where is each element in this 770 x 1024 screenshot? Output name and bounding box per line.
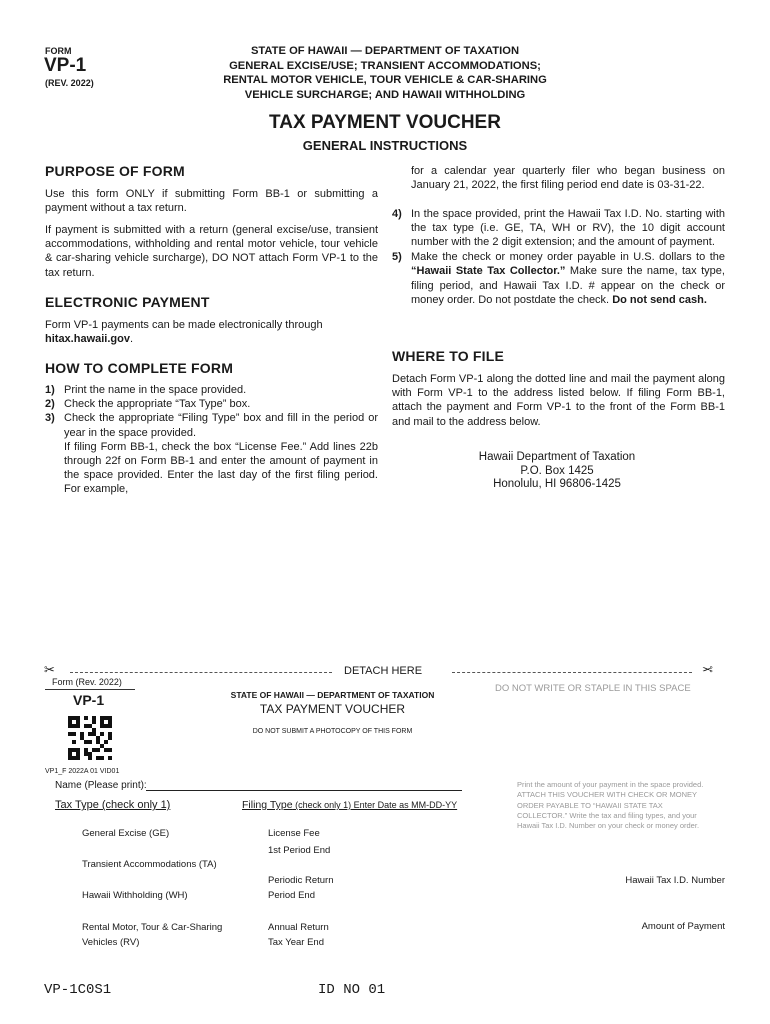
step-number: 1): [45, 384, 55, 396]
address-line: Hawaii Department of Taxation: [478, 451, 636, 463]
header-title-line: RENTAL MOTOR VEHICLE, TOUR VEHICLE & CAR-SHARING: [223, 74, 547, 86]
electronic-heading: ELECTRONIC PAYMENT: [45, 294, 210, 310]
form-number: VP-1: [44, 55, 87, 76]
header-title-block: [185, 44, 585, 102]
tax-type-ge[interactable]: General Excise (GE): [82, 828, 170, 839]
voucher-state-line: STATE OF HAWAII — DEPARTMENT OF TAXATION: [230, 690, 435, 700]
step-text-emphasis: Do not send cash.: [612, 293, 707, 306]
tax-id-field[interactable]: [560, 888, 725, 908]
filing-type-date-label: Tax Year End: [268, 937, 324, 948]
amount-label: Amount of Payment: [641, 921, 725, 932]
filing-type-option: Annual Return: [268, 922, 329, 933]
filing-type-note: (check only 1) Enter Date as MM-DD-YY: [292, 800, 458, 810]
step-text-emphasis: “Hawaii State Tax Collector.”: [411, 265, 566, 278]
step-number: 3): [45, 412, 55, 425]
how-to-heading: HOW TO COMPLETE FORM: [45, 360, 234, 376]
purpose-paragraph-1: Use this form ONLY if submitting Form BB-1 or submitting a payment without a tax return.: [45, 188, 378, 215]
page-subtitle: GENERAL INSTRUCTIONS: [302, 138, 468, 153]
header-title-line: VEHICLE SURCHARGE; AND HAWAII WITHHOLDING: [244, 88, 526, 101]
step-number: 4): [392, 208, 402, 220]
filing-type-periodic[interactable]: [268, 873, 333, 903]
step-3-continuation: for a calendar year quarterly filer who began business on January 21, 2022, the first filing period end date is 03-31-22.: [411, 165, 725, 192]
no-photocopy-notice: DO NOT SUBMIT A PHOTOCOPY OF THIS FORM: [252, 728, 413, 735]
where-heading: WHERE TO FILE: [392, 348, 505, 364]
voucher-form-number: VP-1: [73, 692, 105, 708]
step-text: Make the check or money order payable in U.S. dollars to the: [411, 251, 725, 264]
qr-code-image: [68, 716, 112, 760]
name-label: Name (Please print):: [55, 780, 147, 791]
header-title-line: STATE OF HAWAII — DEPARTMENT OF TAXATION: [250, 45, 520, 57]
filing-type-option: License Fee: [268, 828, 320, 839]
amount-field[interactable]: [560, 934, 725, 954]
step-number: 2): [45, 398, 55, 411]
step-number: 5): [392, 251, 402, 264]
step-text: Check the appropriate “Filing Type” box and fill in the period or year in the space provided.: [64, 412, 378, 439]
detach-line-right: [452, 672, 692, 673]
scissors-icon: ✂: [44, 662, 55, 677]
page-title: TAX PAYMENT VOUCHER: [269, 112, 501, 133]
footer-code-left: VP-1C0S1: [44, 982, 112, 998]
form-revision: (REV. 2022): [45, 78, 94, 88]
voucher-rev-underline: [45, 689, 135, 690]
voucher-instructions: Print the amount of your payment in the space provided. ATTACH THIS VOUCHER WITH CHECK OR MONEY ORDER PAYABLE TO “HAWAII STATE TAX COLLECTOR.” Write the tax and filing types, and your Hawaii Tax I.D. Number on your check or money order.: [517, 780, 704, 831]
detach-line-left: [70, 672, 332, 673]
tax-type-label: Tax Type (check only 1): [55, 799, 171, 811]
tax-type-rv-line1: Rental Motor, Tour & Car-Sharing: [82, 922, 223, 933]
voucher-form-rev: Form (Rev. 2022): [52, 677, 122, 687]
filing-type-license-fee[interactable]: [268, 826, 330, 858]
address-line: P.O. Box 1425: [520, 464, 594, 477]
no-staple-notice: DO NOT WRITE OR STAPLE IN THIS SPACE: [495, 683, 691, 694]
how-to-steps-continued: [392, 207, 725, 307]
list-item: [45, 397, 378, 411]
list-item: [45, 383, 378, 397]
list-item: [392, 250, 725, 307]
electronic-end: .: [129, 333, 134, 346]
detach-label: DETACH HERE: [344, 665, 423, 677]
purpose-heading: PURPOSE OF FORM: [45, 163, 185, 179]
voucher-code: VP1_F 2022A 01 VID01: [45, 768, 120, 775]
step-text: Make sure the name, tax type, filing period, and Hawaii Tax I.D. # appear on the check or money order. Do not postdate the check.: [411, 265, 725, 306]
filing-type-date-label: Period End: [268, 890, 316, 901]
form-label: FORM: [45, 46, 72, 56]
where-paragraph: Detach Form VP-1 along the dotted line and mail the payment along with Form VP-1 to the address listed below. If filing Form BB-1, attach the payment and Form VP-1 to the front of the Form BB-1 and mail to the address below.: [392, 373, 725, 428]
step-text: Check the appropriate “Tax Type” box.: [64, 398, 251, 411]
voucher-title: TAX PAYMENT VOUCHER: [259, 702, 406, 716]
electronic-link[interactable]: hitax.hawaii.gov: [45, 333, 130, 346]
tax-type-ta[interactable]: Transient Accommodations (TA): [82, 859, 217, 870]
footer-code-middle: ID NO 01: [318, 982, 386, 998]
list-item: [45, 411, 378, 496]
step-text-continued: If filing Form BB-1, check the box “License Fee.” Add lines 22b through 22f on Form BB-1 and enter the amount of payment in the space provided. Enter the last day of the first filing period. For example,: [64, 440, 378, 496]
list-item: [392, 207, 725, 250]
how-to-steps: [45, 383, 378, 497]
filing-type-title: Filing Type: [242, 799, 293, 811]
purpose-paragraph-2: If payment is submitted with a return (general excise/use, transient accommodations, withholding and rental motor vehicle, tour vehicle & car-sharing vehicle surcharge), DO NOT attach Form VP-1 to the tax return.: [45, 224, 378, 279]
tax-type-rv-line2: Vehicles (RV): [82, 937, 140, 948]
filing-type-option: Periodic Return: [268, 875, 334, 886]
tax-type-wh[interactable]: Hawaii Withholding (WH): [82, 890, 188, 901]
filing-type-label: [242, 799, 457, 811]
mailing-address: [412, 451, 702, 492]
filing-type-annual[interactable]: [268, 920, 329, 950]
header-title-line: GENERAL EXCISE/USE; TRANSIENT ACCOMMODATIONS;: [229, 59, 541, 72]
electronic-text: Form VP-1 payments can be made electronically through: [45, 319, 323, 331]
scissors-icon: ✂: [702, 662, 713, 677]
address-line: Honolulu, HI 96806-1425: [493, 478, 621, 490]
tax-id-label: Hawaii Tax I.D. Number: [625, 875, 725, 886]
step-text: In the space provided, print the Hawaii Tax I.D. No. starting with the tax type (i.e. GE, TA, WH or RV), the 10 digit account number with the 2 digit extension; and the amount of payment.: [411, 208, 725, 249]
tax-type-rv[interactable]: [82, 920, 222, 950]
name-field[interactable]: [146, 790, 462, 792]
step-text: Print the name in the space provided.: [64, 384, 247, 396]
electronic-paragraph: [45, 318, 378, 346]
filing-type-date-label: 1st Period End: [268, 845, 331, 856]
